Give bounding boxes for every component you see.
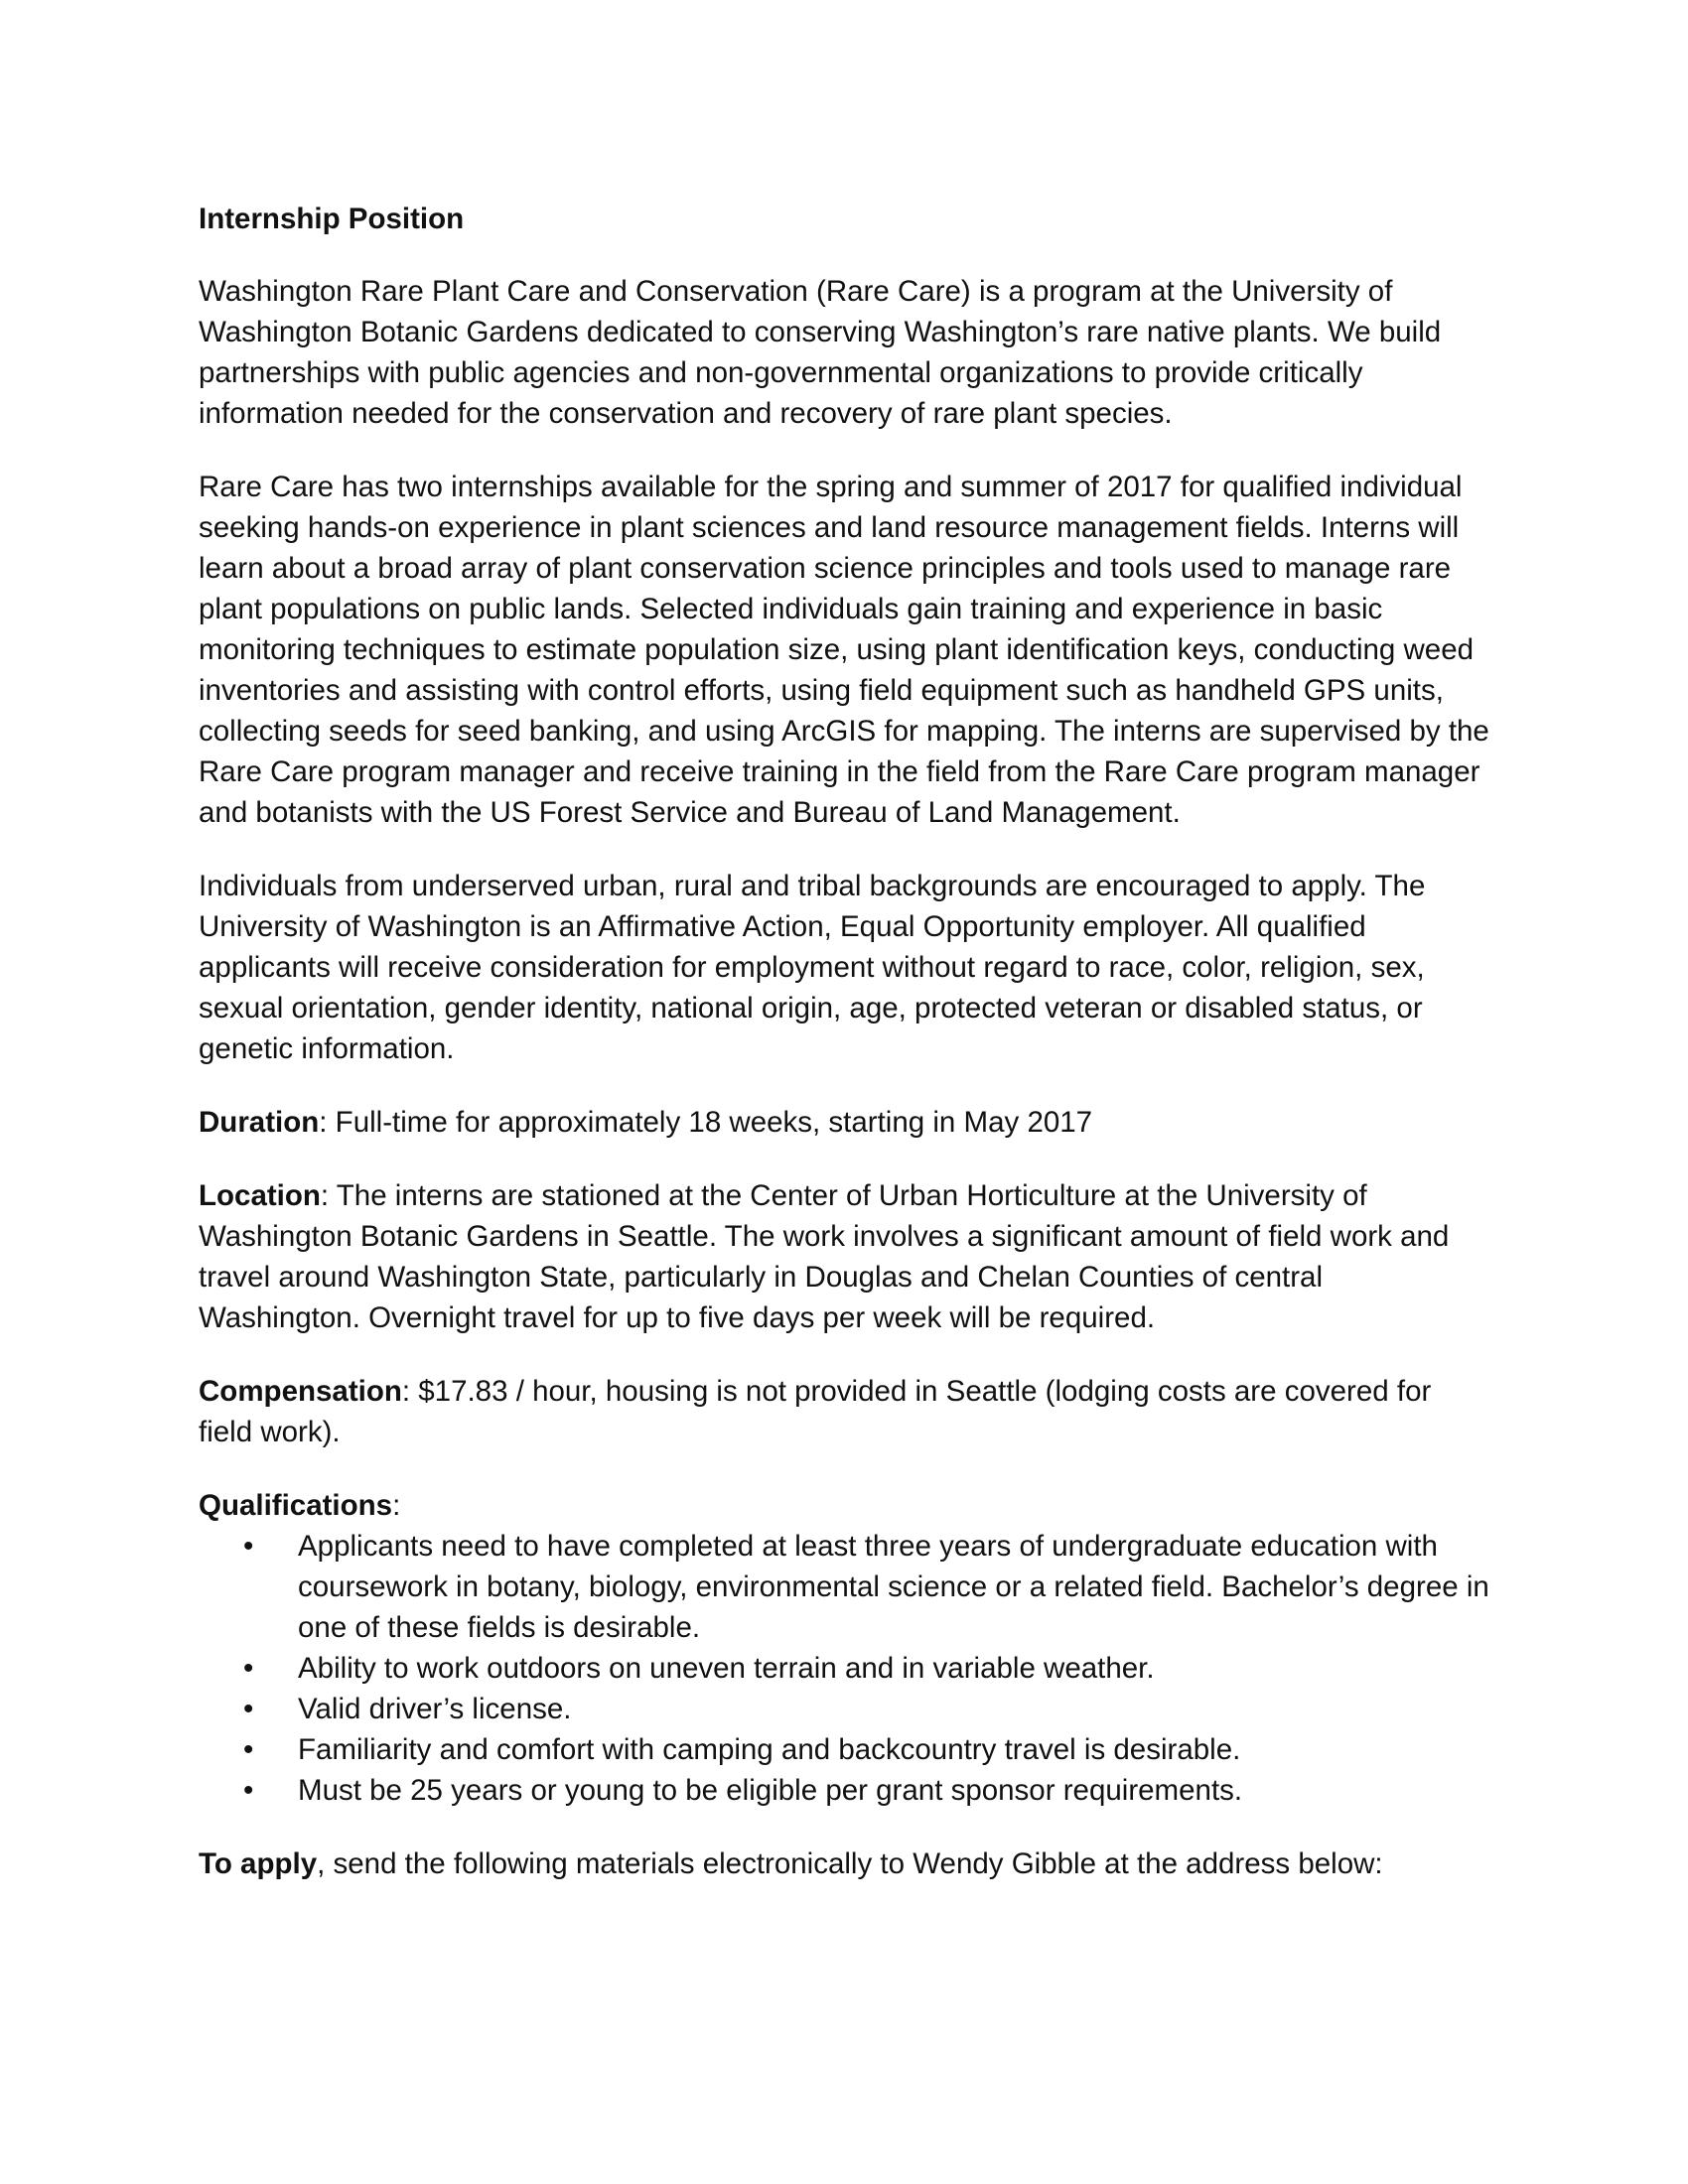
duration-section bbox=[199, 1102, 1489, 1143]
location-text: : The interns are stationed at the Center of Urban Horticulture at the University of Washington Botanic Gardens in Seattle. The work involves a significant amount of field work and travel around Washington State, particularly in Douglas and Chelan Counties of central Washington. Overnight travel for up to five days per week will be required. bbox=[199, 1179, 1450, 1334]
qualification-text: Valid driver’s license. bbox=[298, 1693, 572, 1725]
location-label: Location bbox=[199, 1179, 321, 1212]
qualification-text: Applicants need to have completed at least three years of undergraduate education with coursework in botany, biology, environmental science or a related field. Bachelor’s degree in one of these fields is desirable. bbox=[298, 1530, 1489, 1644]
apply-text: , send the following materials electronically to Wendy Gibble at the address below: bbox=[317, 1847, 1383, 1880]
qualification-text: Must be 25 years or young to be eligible per grant sponsor requirements. bbox=[298, 1774, 1243, 1807]
location-section bbox=[199, 1175, 1489, 1338]
compensation-section bbox=[199, 1371, 1489, 1452]
qualification-text: Familiarity and comfort with camping and backcountry travel is desirable. bbox=[298, 1733, 1241, 1766]
apply-section bbox=[199, 1843, 1489, 1884]
page-title: Internship Position bbox=[199, 203, 465, 235]
list-item bbox=[243, 1526, 1489, 1648]
document-page bbox=[199, 199, 1489, 1917]
qualification-text: Ability to work outdoors on uneven terrain and in variable weather. bbox=[298, 1652, 1155, 1685]
list-item bbox=[243, 1729, 1489, 1770]
duration-label: Duration bbox=[199, 1106, 320, 1139]
intro-paragraph: Washington Rare Plant Care and Conservation (Rare Care) is a program at the University of Washington Botanic Gardens dedicated to conserving Washington’s rare native plants. We build partnerships with public agencies and non-governmental organizations to provide critically information needed for the conservation and recovery of rare plant species. bbox=[199, 275, 1442, 430]
bullet-icon: • bbox=[243, 1530, 254, 1563]
list-item bbox=[243, 1770, 1489, 1811]
apply-label: To apply bbox=[199, 1847, 318, 1880]
qualifications-label: Qualifications bbox=[199, 1489, 393, 1522]
equal-opportunity-paragraph: Individuals from underserved urban, rural and tribal backgrounds are encouraged to apply. The University of Washington is an Affirmative Action, Equal Opportunity employer. All qualified applicants will receive consideration for employment without regard to race, color, religion, sex, sexual orientation, gender identity, national origin, age, protected veteran or disabled status, or genetic information. bbox=[199, 870, 1426, 1065]
compensation-label: Compensation bbox=[199, 1375, 402, 1408]
bullet-icon: • bbox=[243, 1774, 254, 1807]
qualifications-heading bbox=[199, 1485, 1489, 1526]
list-item bbox=[243, 1648, 1489, 1689]
list-item bbox=[243, 1689, 1489, 1729]
bullet-icon: • bbox=[243, 1652, 254, 1685]
qualifications-colon: : bbox=[392, 1489, 401, 1522]
qualifications-list bbox=[199, 1526, 1489, 1811]
internship-description-paragraph: Rare Care has two internships available for the spring and summer of 2017 for qualified individual seeking hands-on experience in plant sciences and land resource management fields. Interns will learn about a broad array of plant conservation science principles and tools used to manage rare plant populations on public lands. Selected individuals gain training and experience in basic monitoring techniques to estimate population size, using plant identification keys, conducting weed inventories and assisting with control efforts, using field equipment such as handheld GPS units, collecting seeds for seed banking, and using ArcGIS for mapping. The interns are supervised by the Rare Care program manager and receive training in the field from the Rare Care program manager and botanists with the US Forest Service and Bureau of Land Management. bbox=[199, 471, 1489, 829]
bullet-icon: • bbox=[243, 1733, 254, 1766]
duration-text: : Full-time for approximately 18 weeks, starting in May 2017 bbox=[319, 1106, 1093, 1139]
compensation-text: : $17.83 / hour, housing is not provided in Seattle (lodging costs are covered for field work). bbox=[199, 1375, 1432, 1448]
bullet-icon: • bbox=[243, 1693, 254, 1725]
